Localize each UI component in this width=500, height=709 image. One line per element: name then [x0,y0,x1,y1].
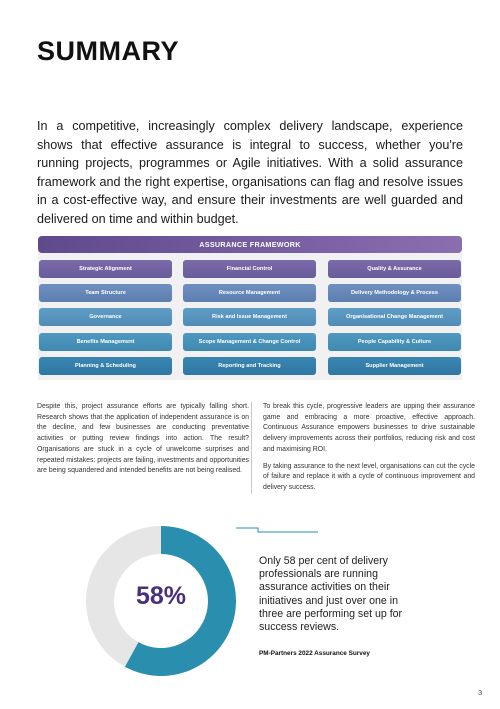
framework-row [39,284,461,302]
framework-item: Quality & Assurance [328,260,461,278]
framework-item: Resource Management [183,284,316,302]
right-column-text [263,402,475,494]
intro-paragraph: In a competitive, increasingly complex delivery landscape, experience shows that effective assurance is integral to success, whether you're running projects, programmes or Agile initiatives. With a solid assurance framework and the right expertise, organisations can flag and resolve issues in a cost-effective way, and ensure their investments are well guarded and delivered on time and within budget. [37,119,463,226]
left-paragraph: Despite this, project assurance efforts are typically falling short. Research shows that the application of independent assurance is on the decline, and few businesses are conducting preventative activities or putting review findings into action. The result? Organisations are stuck in a cycle of unwelcome surprises and repeated mistakes: projects are failing, investments and opportunities are being squandered and intended benefits are not being realised. [37,403,249,475]
stat-text: Only 58 per cent of delivery professionals are running assurance activities on their initiatives and just over one in three are performing set up for success reviews. [259,555,403,634]
donut-center-label: 58% [135,582,187,610]
framework-item: Team Structure [39,284,172,302]
framework-item: Strategic Alignment [39,260,172,278]
framework-item: Risk and Issue Management [183,308,316,326]
column-divider [251,402,252,494]
framework-item: Scope Management & Change Control [183,333,316,351]
framework-row [39,333,461,351]
framework-item: Supplier Management [328,357,461,375]
framework-item: Organisational Change Management [328,308,461,326]
page-number: 3 [478,688,483,697]
right-paragraph-2: By taking assurance to the next level, organisations can cut the cycle of failure and replace it with a cycle of continuous improvement and delivery success. [263,462,475,491]
framework-item: Planning & Scheduling [39,357,172,375]
framework-item: Benefits Management [39,333,172,351]
left-column-text [37,402,249,477]
framework-item: People Capability & Culture [328,333,461,351]
framework-row [39,357,461,375]
right-paragraph-1: To break this cycle, progressive leaders are upping their assurance game and embracing a more proactive, effective approach. Continuous Assurance empowers businesses to drive sustainable delivery improvements across their portfolios, reducing risk and cost and maximising ROI. [263,403,475,453]
framework-item: Reporting and Tracking [183,357,316,375]
stat-source: PM-Partners 2022 Assurance Survey [259,650,370,657]
page-title: SUMMARY [37,36,179,66]
framework-row [39,308,461,326]
framework-item: Financial Control [183,260,316,278]
framework-row [39,260,461,278]
framework-item: Delivery Methodology & Process [328,284,461,302]
assurance-framework [38,236,462,380]
framework-header: ASSURANCE FRAMEWORK [38,236,462,253]
framework-item: Governance [39,308,172,326]
